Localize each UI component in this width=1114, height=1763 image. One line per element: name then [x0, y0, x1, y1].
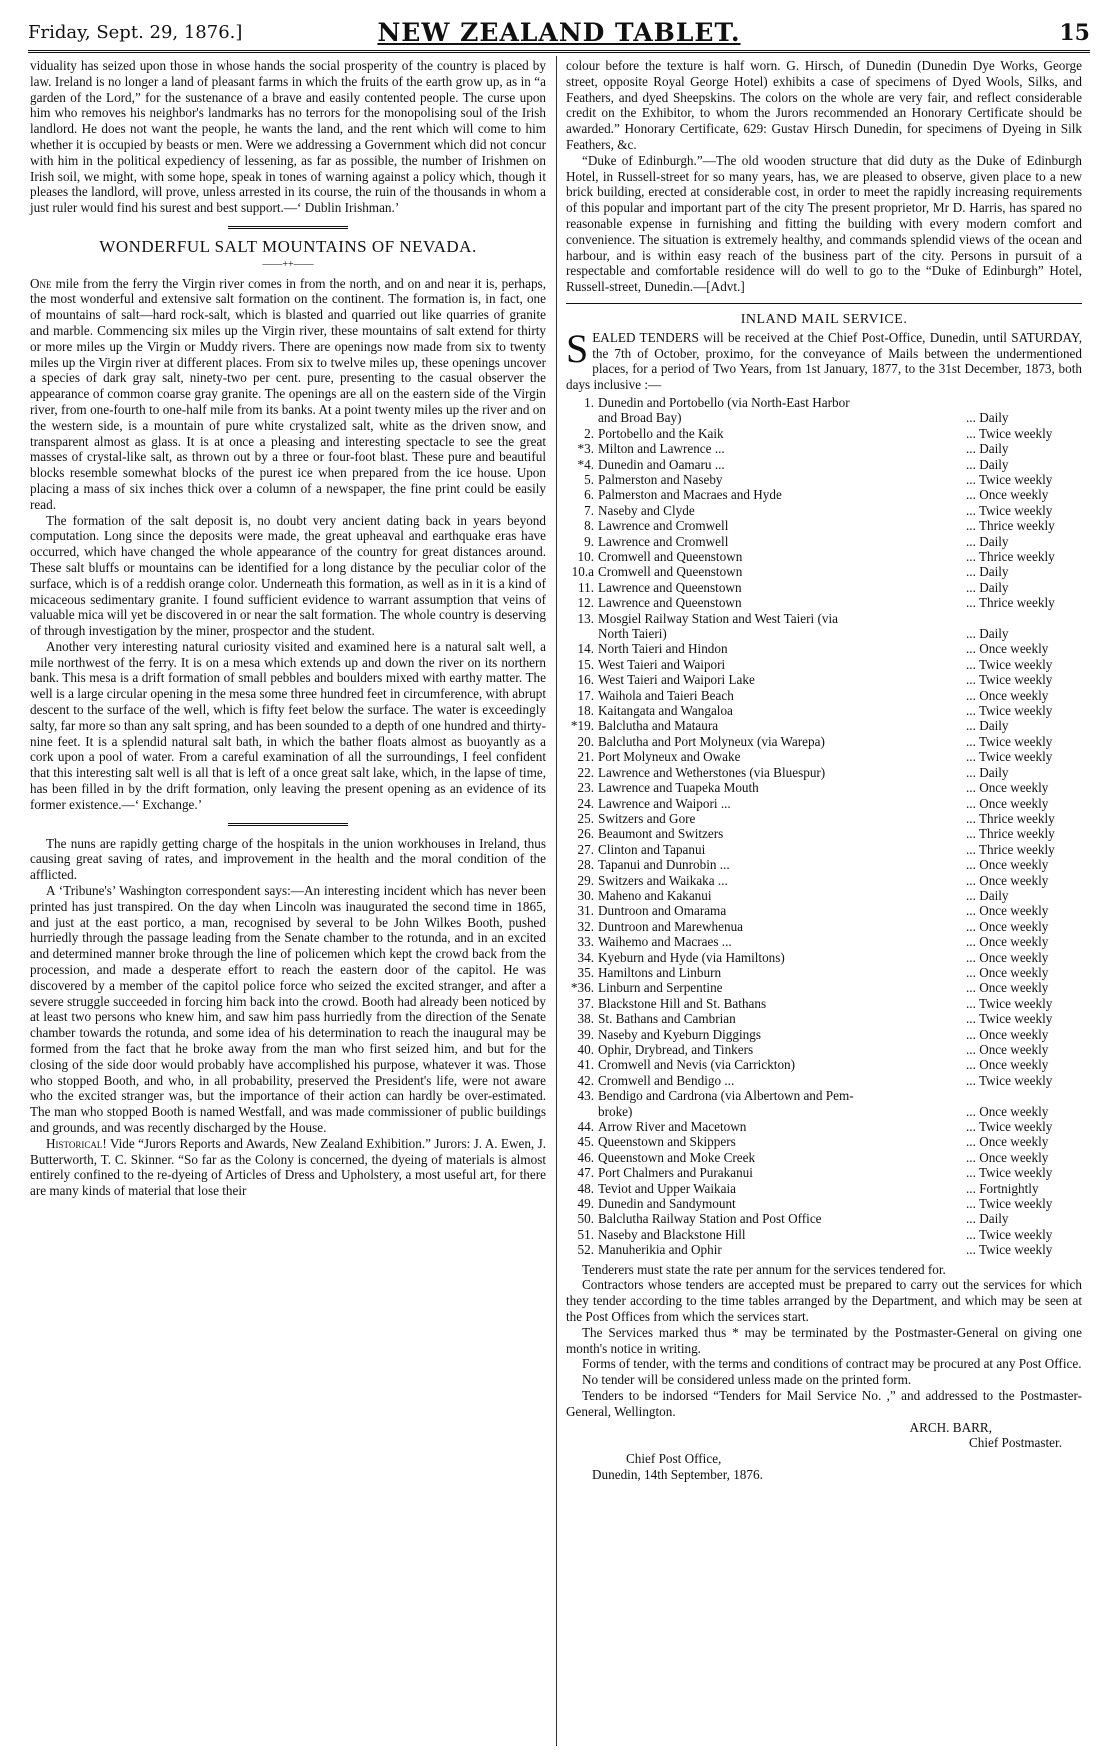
route-places: Manuherikia and Ophir [598, 1242, 722, 1258]
route-number: *3. [577, 441, 594, 457]
route-frequency: ... Daily [966, 718, 1009, 734]
route-frequency: ... Daily [966, 626, 1009, 642]
route-frequency: ... Daily [966, 441, 1009, 457]
left-column [30, 58, 546, 1199]
route-places: Lawrence and Waipori ... [598, 795, 731, 811]
route-places: Cromwell and Nevis (via Carrickton) [598, 1057, 796, 1073]
mail-route-row [566, 888, 1082, 903]
route-places: Ophir, Drybread, and Tinkers [598, 1042, 754, 1057]
route-frequency: ... Daily [966, 764, 1009, 780]
mail-route-row [566, 734, 1082, 749]
tender-note-5: No tender will be considered unless made on the printed form. [582, 1372, 912, 1388]
route-number: 38. [577, 1011, 594, 1027]
route-frequency: ... Once weekly [966, 980, 1049, 996]
mail-route-row [566, 1057, 1082, 1072]
route-number: 43. [577, 1088, 594, 1104]
route-frequency: ... Once weekly [966, 903, 1049, 919]
route-frequency: ... Once weekly [966, 1042, 1049, 1057]
mail-route-row [566, 996, 1082, 1011]
route-places: North Taieri) [598, 626, 667, 642]
route-frequency: ... Fortnightly [966, 1180, 1039, 1196]
mail-route-row [566, 457, 1082, 472]
route-frequency: ... Once weekly [966, 1026, 1049, 1042]
salt-paragraph-1: One mile from the ferry the Virgin river comes in from the north, and on and near it is, perhaps, the most wonderful and extensive salt formation on the continent. The formation is, in fact, one of mountains of salt—hard rock-salt, which is blasted and quarried out like quarries of granite and marble. Commencing six miles up the Virgin river, these mountains of salt extend for thirty or more miles up the Virgin or Muddy rivers. There are openings now made from six to twenty miles up the Virgin river at different places. From six to twelve miles up, these openings uncover a species of dark gray salt, ninety-two per cent. pure, presenting to the casual observer the appearance of common coarse gray granite. The openings are all on the eastern side of the Virgin river, from one-fourth to one-half mile from its banks. At a point twenty miles up the river and on the western side, is a mountain of pure white crystalized salt, white as the driven snow, and transparent almost as glass. It is at once a pleasing and interesting spectacle to see the great masses of crystal-like salt, as thrown out by a three or four-foot blast. These pure and beautiful blocks resemble somewhat blocks of the purest ice when prepared from the ice house. Upon placing a mass of six inches thick over a column of a newspaper, the fine print could be easily read. [30, 275, 546, 512]
tender-note-1: Tenderers must state the rate per annum for the services tendered for. [582, 1261, 946, 1277]
route-places: Teviot and Upper Waikaia [598, 1180, 737, 1196]
signature-title: Chief Postmaster. [968, 1435, 1062, 1451]
route-number: 13. [577, 610, 594, 626]
route-number: 49. [577, 1196, 594, 1212]
route-number: 12. [577, 595, 594, 611]
route-number: 40. [577, 1042, 594, 1057]
route-number: 52. [577, 1242, 594, 1258]
route-frequency: ... Twice weekly [966, 656, 1053, 672]
mail-route-row [566, 1104, 1082, 1119]
route-places: Milton and Lawrence ... [598, 441, 725, 457]
route-places: Lawrence and Wetherstones (via Bluespur) [598, 764, 826, 780]
irish-article-continuation: viduality has seized upon those in whose hands the social prosperity of the country is placed by law. Ireland is no longer a land of pleasant farms in which the fruits of the earth grow up, as in “a garden of the Lord,” for the sustenance of a brave and easily contented people. The curse upon him who removes his neighbor's landmarks has no terrors for the monopolising soul of the Irish landlord. He does not want the people, he wants the land, and the rent which will come to him whether it is occupied by beasts or men. Were we addressing a Government which did not concur with him in the political expediency of lessening, as far as possible, the number of Irishmen on Irish soil, we might, with some hope, speak in tones of warning against a policy which, though it pleases the landlord, will prove, unless arrested in its course, the ruin of the thousands in whom a just ruler would find his surest and best support.—‘ Dublin Irishman.’ [30, 58, 546, 216]
route-number: 46. [577, 1149, 594, 1165]
mail-route-row [566, 426, 1082, 441]
route-frequency: ... Twice weekly [966, 502, 1053, 518]
mail-route-row [566, 1088, 1082, 1103]
route-places: Bendigo and Cardrona (via Albertown and Pem- [598, 1088, 854, 1104]
route-number: 28. [577, 857, 594, 873]
route-places: Lawrence and Cromwell [598, 518, 729, 534]
masthead [28, 18, 1090, 48]
route-places: Switzers and Waikaka ... [598, 872, 728, 888]
route-places: Port Molyneux and Owake [598, 749, 741, 765]
route-places: Maheno and Kakanui [598, 887, 712, 903]
address-line-1: Chief Post Office, [626, 1451, 722, 1467]
route-places: Naseby and Clyde [598, 502, 695, 518]
route-number: 23. [577, 780, 594, 796]
route-frequency: ... Twice weekly [966, 1165, 1053, 1181]
route-places: Palmerston and Macraes and Hyde [598, 487, 782, 503]
route-number: 27. [577, 841, 594, 857]
route-frequency: ... Once weekly [966, 1149, 1049, 1165]
route-places: Kaitangata and Wangaloa [598, 703, 733, 719]
route-frequency: ... Twice weekly [966, 1196, 1053, 1212]
route-frequency: ... Twice weekly [966, 703, 1053, 719]
route-number: 24. [577, 795, 594, 811]
mail-route-row [566, 965, 1082, 980]
mail-route-list [566, 395, 1082, 1258]
route-places: Balclutha and Port Molyneux (via Warepa) [598, 733, 825, 749]
route-places: Dunedin and Oamaru ... [598, 456, 725, 472]
masthead-rule [28, 50, 1090, 53]
route-places: Blackstone Hill and St. Bathans [598, 995, 767, 1011]
mail-route-row [566, 672, 1082, 687]
route-number: 30. [577, 887, 594, 903]
mail-route-row [566, 1042, 1082, 1057]
mail-route-row [566, 1165, 1082, 1180]
route-number: 48. [577, 1180, 594, 1196]
route-frequency: ... Twice weekly [966, 1242, 1053, 1258]
route-frequency: ... Thrice weekly [966, 549, 1055, 564]
route-number: 7. [584, 502, 594, 518]
route-places: Mosgiel Railway Station and West Taieri (via [598, 610, 838, 626]
route-number: 37. [577, 995, 594, 1011]
mail-route-row [566, 564, 1082, 579]
mail-route-row [566, 703, 1082, 718]
route-frequency: ... Once weekly [966, 934, 1049, 950]
route-frequency: ... Thrice weekly [966, 518, 1055, 534]
route-number: 17. [577, 687, 594, 703]
route-number: 31. [577, 903, 594, 919]
route-places: Lawrence and Queenstown [598, 579, 742, 595]
route-frequency: ... Once weekly [966, 1134, 1049, 1150]
route-number: *19. [570, 718, 594, 734]
mail-route-row [566, 641, 1082, 656]
route-places: Lawrence and Cromwell [598, 533, 729, 549]
route-frequency: ... Once weekly [966, 949, 1049, 965]
mail-route-row [566, 811, 1082, 826]
page-number: 15 [1059, 20, 1090, 46]
route-places: Balclutha Railway Station and Post Office [598, 1211, 822, 1227]
route-number: 26. [577, 826, 594, 842]
mail-route-row [566, 518, 1082, 533]
tender-note-3: The Services marked thus * may be terminated by the Postmaster-General on giving one month's notice in writing. [566, 1324, 1082, 1356]
route-places: Queenstown and Skippers [598, 1134, 736, 1150]
mail-route-row [566, 980, 1082, 995]
salt-lead-word: One [30, 275, 52, 291]
route-places: North Taieri and Hindon [598, 641, 728, 657]
route-number: 14. [577, 641, 594, 657]
route-number: 22. [577, 764, 594, 780]
route-number: 45. [577, 1134, 594, 1150]
route-frequency: ... Twice weekly [966, 425, 1053, 441]
route-places: Naseby and Blackstone Hill [598, 1226, 746, 1242]
salt-paragraph-2: The formation of the salt deposit is, no doubt very ancient dating back in years beyond computation. Long since the deposits were made, the great upheaval and earthquake eras have occurred, which have changed the whole appearance of the country for great distances around. These salt bluffs or mountains can be identified for a long distance by the peculiar color of the surface, which is of a reddish orange color. Underneath this formation, as well as in it is a kind of micaceous sedimentary granite. I found sufficient evidence to warrant assumption that veins of valuable mica will yet be discovered in or near the salt formation. The whole country is deserving of through investigation by the miner, prospector and the student. [30, 512, 546, 639]
mail-route-row [566, 749, 1082, 764]
route-frequency: ... Once weekly [966, 872, 1049, 888]
mail-route-row [566, 626, 1082, 641]
route-number: 35. [577, 964, 594, 980]
mail-route-row [566, 441, 1082, 456]
route-frequency: ... Daily [966, 564, 1009, 580]
mail-route-row [566, 842, 1082, 857]
route-frequency: ... Twice weekly [966, 733, 1053, 749]
route-places: Lawrence and Queenstown [598, 595, 742, 611]
tender-note-6: Tenders to be indorsed “Tenders for Mail Service No. ,” and addressed to the Postmaster-General, Wellington. [566, 1388, 1082, 1419]
route-places: Palmerston and Naseby [598, 471, 723, 487]
historical-continuation: colour before the texture is half worn. G. Hirsch, of Dunedin (Dunedin Dye Works, George street, opposite Royal George Hotel) exhibits a case of specimens of Dyed Wools, Silks, and Feathers, and dyed Sheepskins. The colors on the whole are very fair, and reflect considerable credit on the Exhibitor, to whom the Jurors recommended an Honorary Certificate should be awarded.” Honorary Certificate, 629: Gustav Hirsch Dunedin, for specimens of Dyeing in Silk Feathers, &c. [566, 58, 1082, 152]
mail-route-row [566, 780, 1082, 795]
tender-note-2: Contractors whose tenders are accepted must be prepared to carry out the services for which they tender according to the time tables arranged by the Department, and which may be seen at the Post Offices from which the services start. [566, 1277, 1082, 1325]
route-places: Tapanui and Dunrobin ... [598, 857, 730, 873]
route-frequency: ... Once weekly [966, 780, 1049, 796]
mail-route-row [566, 395, 1082, 410]
mail-route-row [566, 1150, 1082, 1165]
route-places: Linburn and Serpentine [598, 980, 723, 996]
route-places: Dunedin and Sandymount [598, 1196, 736, 1212]
route-places: St. Bathans and Cambrian [598, 1011, 736, 1027]
route-number: 1. [584, 394, 594, 410]
route-frequency: ... Thrice weekly [966, 841, 1055, 857]
route-places: Cromwell and Queenstown [598, 564, 743, 580]
route-number: *36. [570, 980, 594, 996]
column-divider [556, 56, 557, 1746]
route-frequency: ... Once weekly [966, 918, 1049, 934]
route-frequency: ... Twice weekly [966, 749, 1053, 765]
route-frequency: ... Twice weekly [966, 995, 1053, 1011]
route-number: 11. [578, 579, 594, 595]
mail-route-row [566, 688, 1082, 703]
route-frequency: ... Once weekly [966, 1103, 1049, 1119]
mail-route-row [566, 1134, 1082, 1149]
route-number: 8. [584, 518, 594, 534]
route-places: West Taieri and Waipori Lake [598, 672, 755, 688]
route-places: Duntroon and Omarama [598, 903, 727, 919]
mail-route-row [566, 796, 1082, 811]
route-frequency: ... Once weekly [966, 641, 1049, 657]
route-frequency: ... Twice weekly [966, 1226, 1053, 1242]
mail-route-row [566, 1011, 1082, 1026]
route-places: Waihola and Taieri Beach [598, 687, 734, 703]
mail-route-row [566, 549, 1082, 564]
route-places: Queenstown and Moke Creek [598, 1149, 756, 1165]
route-number: 34. [577, 949, 594, 965]
mail-route-row [566, 503, 1082, 518]
route-number: 6. [584, 487, 594, 503]
route-number: 21. [577, 749, 594, 765]
duke-of-edinburgh-advert: “Duke of Edinburgh.”—The old wooden structure that did duty as the Duke of Edinburgh Hotel, in Russell-street for so many years, has, we are pleased to observe, given place to a new brick building, erected at considerable cost, in order to meet the rapidly increasing requirements of this popular and important part of the city The present proprietor, Mr D. Harris, has spared no reasonable expense in furnishing and fitting the building with every modern comfort and convenience. The situation is extremely healthy, and commands splendid views of the ocean and harbour, and is within easy reach of the business part of the city. Persons in pursuit of a respectable and comfortable residence will do well to go to the “Duke of Edinburgh” Hotel, Russell-street, Dunedin.—[Advt.] [566, 152, 1082, 295]
historical-paragraph: Historical! Vide “Jurors Reports and Awards, New Zealand Exhibition.” Jurors: J. A. Ewen, J. Butterworth, T. C. Skinner. “So far as the Colony is concerned, the dyeing of materials is almost entirely confined to the re-dyeing of Articles of Dress and Upholstery, a most useful art, for there are many kinds of material that lose their [30, 1135, 546, 1199]
route-places: Balclutha and Mataura [598, 718, 719, 734]
mail-route-row [566, 1227, 1082, 1242]
salt-paragraph-3: Another very interesting natural curiosity visited and examined here is a natural salt well, a mile northwest of the ferry. It is on a mesa which extends up and down the river on its northern bank. This mesa is a drift formation of small pebbles and boulders mixed with earthy matter. The well is a large circular opening in the mesa some three hundred feet in circumference, with abrupt descent to the surface of the well, which is fifty feet below the surface. The water is exceedingly salty, far more so than any salt spring, and has been sounded to a depth of one hundred and thirty-nine feet. It is a splendid natural salt bath, in which the bather floats almost as buoyantly as a cork upon a pool of water. From a careful examination of all the surroundings, I feel confident that this interesting salt well is all that is left of a once great salt lake, which, in the lapse of time, has been filled in by the drift formation, only leaving the present opening as an evidence of its former existence.—‘ Exchange.’ [30, 638, 546, 812]
mail-route-row [566, 611, 1082, 626]
route-frequency: ... Daily [966, 1211, 1009, 1227]
route-frequency: ... Once weekly [966, 795, 1049, 811]
mail-route-row [566, 765, 1082, 780]
route-number: 25. [577, 810, 594, 826]
section-divider [228, 823, 348, 826]
route-number: 41. [577, 1057, 594, 1073]
route-frequency: ... Twice weekly [966, 471, 1053, 487]
mail-route-row [566, 919, 1082, 934]
nuns-paragraph: The nuns are rapidly getting charge of the hospitals in the union workhouses in Ireland, thus causing great saving of rates, and improvement in the health and the moral condition of the afflicted. [30, 835, 546, 883]
route-frequency: ... Daily [966, 456, 1009, 472]
route-number: 33. [577, 934, 594, 950]
route-places: Naseby and Kyeburn Diggings [598, 1026, 761, 1042]
section-divider [228, 226, 348, 229]
route-number: 32. [577, 918, 594, 934]
route-places: Kyeburn and Hyde (via Hamiltons) [598, 949, 785, 965]
mail-route-row [566, 580, 1082, 595]
route-places: Waihemo and Macraes ... [598, 934, 732, 950]
booth-paragraph: A ‘Tribune's’ Washington correspondent says:—An interesting incident which has never been printed has just transpired. On the day when Lincoln was inaugurated the second time in 1865, and just at the east portico, a man, recognised by several to be John Wilkes Booth, pushed hurriedly through the passage leading from the Senate chamber to the rotunda, and in an excited and determined manner broke through the line of policemen which kept the crowd back from the procession, and made a desperate effort to reach the eastern door of the capitol. He was discovered by a member of the capitol police force who seized the excited stranger, and after a severe struggle succeeded in forcing him back into the crowd. Booth had already been noticed by at least two persons who knew him, and saw him pass hurriedly from the direction of the Senate chamber towards the rotunda, and some idea of his determination to reach the inaugural may be formed from the fact that he broke away from the man who first seized him, and but for the closing of the side door would probably have accomplished his purpose, whatever it was. Those who stopped Booth, and who, in all probability, preserved the President's life, were not aware who the excited stranger was, but the importance of their action can hardly be over-estimated. The man who stopped Booth is named Westfall, and was made commissioner of public buildings and grounds, and was recently discharged by the House. [30, 883, 546, 1135]
route-frequency: ... Once weekly [966, 487, 1049, 503]
mail-intro: SEALED TENDERS will be received at the Chief Post-Office, Dunedin, until SATURDAY, the 7th of October, proximo, for the conveyance of Mails between the undermentioned places, for a period of Two Years, from 1st January, 1877, to the 31st December, 1873, both days inclusive :— [566, 325, 1082, 393]
route-places: and Broad Bay) [598, 410, 682, 426]
route-number: 29. [577, 872, 594, 888]
route-places: Port Chalmers and Purakanui [598, 1165, 753, 1181]
mail-route-row [566, 857, 1082, 872]
route-places: Hamiltons and Linburn [598, 964, 722, 980]
route-frequency: ... Once weekly [966, 1057, 1049, 1073]
route-frequency: ... Daily [966, 410, 1009, 426]
tender-note-4: Forms of tender, with the terms and conditions of contract may be procured at any Post Office. [582, 1356, 1082, 1372]
mail-route-row [566, 903, 1082, 918]
route-number: *4. [577, 456, 594, 472]
section-rule [566, 303, 1082, 304]
route-places: broke) [598, 1103, 633, 1119]
signature-name: ARCH. BARR, [909, 1419, 992, 1435]
route-places: Switzers and Gore [598, 810, 696, 826]
mail-route-row [566, 826, 1082, 841]
route-places: Duntroon and Marewhenua [598, 918, 744, 934]
route-number: 44. [577, 1119, 594, 1135]
route-places: Dunedin and Portobello (via North-East Harbor [598, 394, 850, 410]
newspaper-title: NEW ZEALAND TABLET. [377, 18, 741, 47]
route-frequency: ... Twice weekly [966, 672, 1053, 688]
route-frequency: ... Thrice weekly [966, 810, 1055, 826]
mail-route-row [566, 595, 1082, 610]
mail-route-row [566, 534, 1082, 549]
mail-route-row [566, 1027, 1082, 1042]
route-number: 20. [577, 733, 594, 749]
route-places: Clinton and Tapanui [598, 841, 706, 857]
route-frequency: ... Twice weekly [966, 1119, 1053, 1135]
route-places: Portobello and the Kaik [598, 425, 724, 441]
route-frequency: ... Daily [966, 579, 1009, 595]
historical-lead: Historical! [46, 1135, 107, 1151]
mail-route-row [566, 487, 1082, 502]
route-number: 5. [584, 471, 594, 487]
drop-cap: S [566, 325, 589, 371]
route-number: 16. [577, 672, 594, 688]
route-places: Arrow River and Macetown [598, 1119, 747, 1135]
route-places: Cromwell and Queenstown [598, 549, 743, 564]
mail-route-row [566, 1073, 1082, 1088]
route-frequency: ... Thrice weekly [966, 595, 1055, 611]
route-frequency: ... Once weekly [966, 687, 1049, 703]
route-frequency: ... Once weekly [966, 857, 1049, 873]
mail-service-heading: INLAND MAIL SERVICE. [740, 311, 908, 327]
mail-route-row [566, 472, 1082, 487]
mail-route-row [566, 1242, 1082, 1257]
mail-route-row [566, 1211, 1082, 1226]
route-number: 50. [577, 1211, 594, 1227]
route-number: 51. [577, 1226, 594, 1242]
route-places: West Taieri and Waipori [598, 656, 726, 672]
mail-route-row [566, 950, 1082, 965]
mail-route-row [566, 718, 1082, 733]
route-number: 2. [584, 425, 594, 441]
route-frequency: ... Thrice weekly [966, 826, 1055, 842]
mail-route-row [566, 873, 1082, 888]
route-number: 9. [584, 533, 594, 549]
route-places: Beaumont and Switzers [598, 826, 724, 842]
mail-route-row [566, 1196, 1082, 1211]
route-number: 18. [577, 703, 594, 719]
mail-route-row [566, 934, 1082, 949]
route-number: 42. [577, 1072, 594, 1088]
mail-route-row [566, 657, 1082, 672]
route-frequency: ... Twice weekly [966, 1011, 1053, 1027]
route-frequency: ... Once weekly [966, 964, 1049, 980]
salt-article-heading: WONDERFUL SALT MOUNTAINS OF NEVADA. [99, 236, 477, 256]
mail-route-row [566, 410, 1082, 425]
route-number: 47. [577, 1165, 594, 1181]
route-number: 10.a [571, 564, 594, 580]
route-frequency: ... Twice weekly [966, 1072, 1053, 1088]
route-places: Cromwell and Bendigo ... [598, 1072, 735, 1088]
route-number: 15. [577, 656, 594, 672]
route-frequency: ... Daily [966, 887, 1009, 903]
ornament-divider: ——++—— [262, 258, 314, 270]
address-line-2: Dunedin, 14th September, 1876. [592, 1467, 763, 1483]
route-frequency: ... Daily [966, 533, 1009, 549]
right-column [566, 58, 1082, 1483]
route-places: Lawrence and Tuapeka Mouth [598, 780, 759, 796]
route-number: 39. [577, 1026, 594, 1042]
mail-route-row [566, 1119, 1082, 1134]
issue-date: Friday, Sept. 29, 1876.] [28, 22, 243, 43]
mail-route-row [566, 1181, 1082, 1196]
route-number: 10. [577, 549, 594, 564]
